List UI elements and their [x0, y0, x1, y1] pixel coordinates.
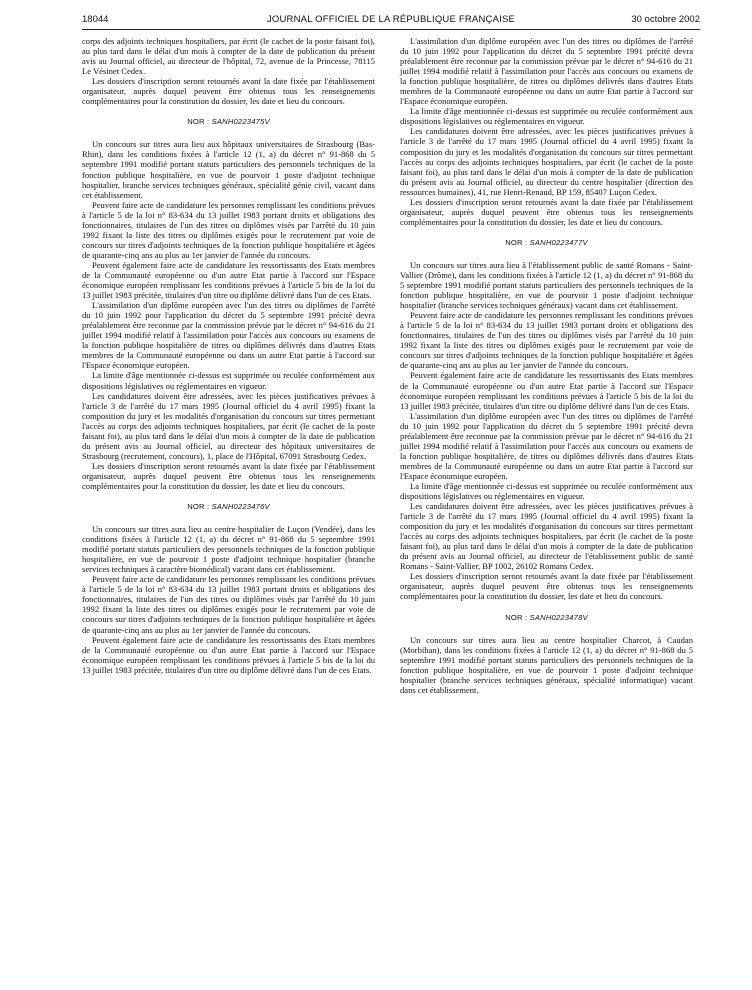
paragraph: Peuvent également faire acte de candidature les ressortissants des Etats membres de la Communauté européenne ou d'un autre Etat partie à l'accord sur l'Espace économique européen remplissant les conditions prévues à l'article 5 bis de la loi du 13 juillet 1983 précitée, titulaires d'un titre ou diplôme délivré dans l'un de ces Etats.: [400, 370, 693, 411]
paragraph: Les dossiers d'inscription seront retournés avant la date fixée par l'établissement organisateur, auprès duquel peuvent être obtenus tous les renseignements complémentaires pour la constitution du dossier, les date et lieu du concours.: [82, 460, 375, 491]
paragraph: Peuvent également faire acte de candidature les ressortissants des Etats membres de la Communauté européenne ou d'un autre Etat partie à l'accord sur l'Espace économique européen remplissant les conditions prévues à l'article 5 bis de la loi du 13 juillet 1983 précitée, titulaires d'un titre ou diplôme délivré dans l'un de ces Etats.: [82, 259, 375, 301]
right-column: [400, 36, 693, 695]
paragraph: Les candidatures doivent être adressées, avec les pièces justificatives prévues à l'article 3 de l'arrêté du 17 mars 1995 (Journal officiel du 4 avril 1995) fixant la composition du jury et les modalités d'organisation du concours sur titres permettant l'accès au corps des adjoints techniques hospitaliers, par écrit (le cachet de la poste faisant foi), au plus tard dans le délai d'un mois à compter de la date de publication du présent avis au Journal officiel, au directeur de l'établissement public de santé Romans - Saint-Vallier, BP 1002, 26102 Romans Cedex.: [400, 501, 693, 572]
nor-code: SANH0223477V: [529, 237, 588, 247]
paragraph: Un concours sur titres aura lieu au centre hospitalier de Luçon (Vendée), dans les conditions fixées à l'article 12 (1, a) du décret n° 91-868 du 5 septembre 1991 modifié portant statuts particuliers des personnels techniques de la fonction publique hospitalière, en vue de pourvoir 1 poste d'adjoint technique hospitalier (branche services techniques à caractère biomédical) vacant dans cet établissement.: [82, 524, 375, 575]
nor-label: NOR :: [505, 612, 528, 622]
paragraph: Peuvent également faire acte de candidature les ressortissants des Etats membres de la Communauté européenne ou d'un autre Etat partie à l'accord sur l'Espace économique européen remplissant les conditions prévues à l'article 5 bis de la loi du 13 juillet 1983 précitée, titulaires d'un titre ou diplôme délivré dans l'un de ces Etats.: [82, 634, 375, 675]
page-number: 18044: [82, 14, 109, 25]
nor-reference: [400, 238, 693, 248]
paragraph: Peuvent faire acte de candidature les personnes remplissant les conditions prévues à l'article 5 de la loi n° 83-634 du 13 juillet 1983 portant droits et obligations des fonctionnaires, titulaires de l'un des titres ou diplômes visés par l'arrêté du 10 juin 1992 fixant la liste des titres ou diplômes exigés pour le recrutement par voie de concours sur titres d'adjoints techniques de la fonction publique hospitalière et âgées de quarante-cinq ans au plus au 1er janvier de l'année du concours.: [82, 199, 375, 260]
paragraph: Peuvent faire acte de candidature les personnes remplissant les conditions prévues à l'article 5 de la loi n° 83-634 du 13 juillet 1983 portant droits et obligations des fonctionnaires, titulaires de l'un des titres ou diplômes visés par l'arrêté du 10 juin 1992 fixant la liste des titres ou diplômes exigés pour le recrutement par voie de concours sur titres d'adjoints techniques de la fonction publique hospitalière et âgées de quarante-cinq ans au plus au 1er janvier de l'année du concours.: [400, 310, 693, 371]
paragraph: Les candidatures doivent être adressées, avec les pièces justificatives prévues à l'article 3 de l'arrêté du 17 mars 1995 (Journal officiel du 4 avril 1995) fixant la composition du jury et les modalités d'organisation du concours sur titres permettant l'accès au corps des adjoints techniques hospitaliers, par écrit (le cachet de la poste faisant foi), au plus tard dans le délai d'un mois à compter de la date de publication du présent avis au Journal officiel, au directeur du centre hospitalier (direction des ressources humaines), 41, rue Henri-Renaud, BP 159, 85407 Luçon Cedex.: [400, 126, 693, 197]
paragraph: Un concours sur titres aura lieu à l'établissement public de santé Romans - Saint-Vallier (Drôme), dans les conditions fixées à l'article 12 (1, a) du décret n° 91-868 du 5 septembre 1991 modifié portant statuts particuliers des personnels techniques de la fonction publique hospitalière, en vue de pourvoir 1 poste d'adjoint technique hospitalier (branche services techniques généraux) vacant dans cet établissement.: [400, 259, 693, 311]
nor-code: SANH0223476V: [211, 502, 270, 512]
paragraph: Les dossiers d'inscription seront retournés avant la date fixée par l'établissement organisateur, auprès duquel peuvent être obtenus tous les renseignements complémentaires pour la constitution du dossier, les date et lieu du concours.: [400, 196, 693, 227]
paragraph: Peuvent faire acte de candidature les personnes remplissant les conditions prévues à l'article 5 de la loi n° 83-634 du 13 juillet 1983 portant droits et obligations des fonctionnaires, titulaires de l'un des titres ou diplômes visés par l'arrêté du 10 juin 1992 fixant la liste des titres ou diplômes exigés pour le recrutement par voie de concours sur titres d'adjoints techniques de la fonction publique hospitalière et âgées de quarante-cinq ans au plus au 1er janvier de l'année du concours.: [82, 574, 375, 635]
nor-reference: [82, 117, 375, 127]
page-header: [82, 14, 700, 28]
nor-reference: [400, 613, 693, 623]
paragraph: Les dossiers d'inscription seront retournés avant la date fixée par l'établissement organisateur, auprès duquel peuvent être obtenus tous les renseignements complémentaires pour la constitution du dossier, les date et lieu du concours.: [400, 571, 693, 602]
paragraph: Un concours sur titres aura lieu aux hôpitaux universitaires de Strasbourg (Bas-Rhin), dans les conditions fixées à l'article 12 (1, a) du décret n° 91-868 du 5 septembre 1991 modifié portant statuts particuliers des personnels techniques de la fonction publique hospitalière, en vue de pourvoir 1 poste d'adjoint technique hospitalier, branche services techniques généraux, spécialité génie civil, vacant dans cet établissement.: [82, 139, 375, 200]
paragraph: L'assimilation d'un diplôme européen avec l'un des titres ou diplômes de l'arrêté du 10 juin 1992 pour l'application du décret du 5 septembre 1991 précité devra préalablement être reconnue par la commission prévue par le décret n° 94-616 du 21 juillet 1994 modifié relatif à l'assimilation pour l'accès aux concours ou examens de la fonction publique hospitalière, de titres ou diplômes délivrés dans d'autres Etats membres de la Communauté européenne ou dans un autre Etat partie à l'accord sur l'Espace économique européen.: [400, 410, 693, 481]
paragraph: Les candidatures doivent être adressées, avec les pièces justificatives prévues à l'article 3 de l'arrêté du 17 mars 1995 (Journal officiel du 4 avril 1995) fixant la composition du jury et les modalités d'organisation du concours sur titres permettant l'accès au corps des adjoints techniques hospitaliers, par écrit (le cachet de la poste faisant foi), au plus tard dans le délai d'un mois à compter de la date de publication du présent avis au Journal officiel, au directeur des hôpitaux universitaires de Strasbourg (recrutement, concours), 1, place de l'Hôpital, 67091 Strasbourg Cedex.: [82, 390, 375, 461]
nor-label: NOR :: [187, 117, 210, 127]
paragraph: L'assimilation d'un diplôme européen avec l'un des titres ou diplômes de l'arrêté du 10 juin 1992 pour l'application du décret du 5 septembre 1991 précité devra préalablement être reconnue par la commission prévue par le décret n° 94-616 du 21 juillet 1994 modifié relatif à l'assimilation pour l'accès aux concours ou examens de la fonction publique hospitalière de titres ou diplômes délivrés dans d'autres Etats membres de la Communauté européenne ou dans un autre Etat partie à l'accord sur l'Espace économique européen.: [82, 300, 375, 371]
paragraph: corps des adjoints techniques hospitaliers, par écrit (le cachet de la poste faisant foi), au plus tard dans le délai d'un mois à compter de la date de publication du présent avis au Journal officiel, au directeur de l'hôpital, 72, avenue de la Princesse, 78115 Le Vésinet Cedex.: [82, 36, 375, 77]
journal-title: JOURNAL OFFICIEL DE LA RÉPUBLIQUE FRANÇAISE: [266, 14, 516, 25]
nor-label: NOR :: [187, 502, 210, 512]
paragraph: La limite d'âge mentionnée ci-dessus est supprimée ou reculée conformément aux dispositions législatives ou réglementaires en vigueur.: [82, 370, 375, 391]
header-rule: [82, 29, 700, 30]
paragraph: L'assimilation d'un diplôme européen avec l'un des titres ou diplômes de l'arrêté du 10 juin 1992 pour l'application du décret du 5 septembre 1991 précité devra préalablement être reconnue par la commission prévue par le décret n° 94-616 du 21 juillet 1994 modifié relatif à l'assimilation pour l'accès aux concours ou examens de la fonction publique hospitalière, de titres ou diplômes délivrés dans d'autres Etats membres de la Communauté européenne ou dans un autre Etat partie à l'accord sur l'Espace économique européen.: [400, 36, 693, 107]
nor-reference: [82, 502, 375, 512]
paragraph: La limite d'âge mentionnée ci-dessus est supprimée ou reculée conformément aux dispositions législatives ou réglementaires en vigueur.: [400, 480, 693, 502]
paragraph: Les dossiers d'inscription seront retournés avant la date fixée par l'établissement organisateur, auprès duquel peuvent être obtenus tous les renseignements complémentaires pour la constitution du dossier, les date et lieu du concours.: [82, 76, 375, 107]
issue-date: 30 octobre 2002: [631, 14, 700, 25]
nor-code: SANH0223478V: [529, 612, 588, 622]
left-column: [82, 36, 375, 675]
paragraph: La limite d'âge mentionnée ci-dessus est supprimée ou reculée conformément aux dispositions législatives ou réglementaires en vigueur.: [400, 106, 693, 127]
nor-label: NOR :: [505, 237, 528, 247]
paragraph: Un concours sur titres aura lieu au centre hospitalier Charcot, à Caudan (Morbihan), dans les conditions fixées à l'article 12 (1, a) du décret n° 91-868 du 5 septembre 1991 modifié portant statuts particuliers des personnels techniques de la fonction publique hospitalière, en vue de pourvoir 1 poste d'adjoint technique hospitalier (branche services techniques généraux, spécialité informatique) vacant dans cet établissement.: [400, 634, 693, 695]
nor-code: SANH0223475V: [211, 117, 270, 127]
